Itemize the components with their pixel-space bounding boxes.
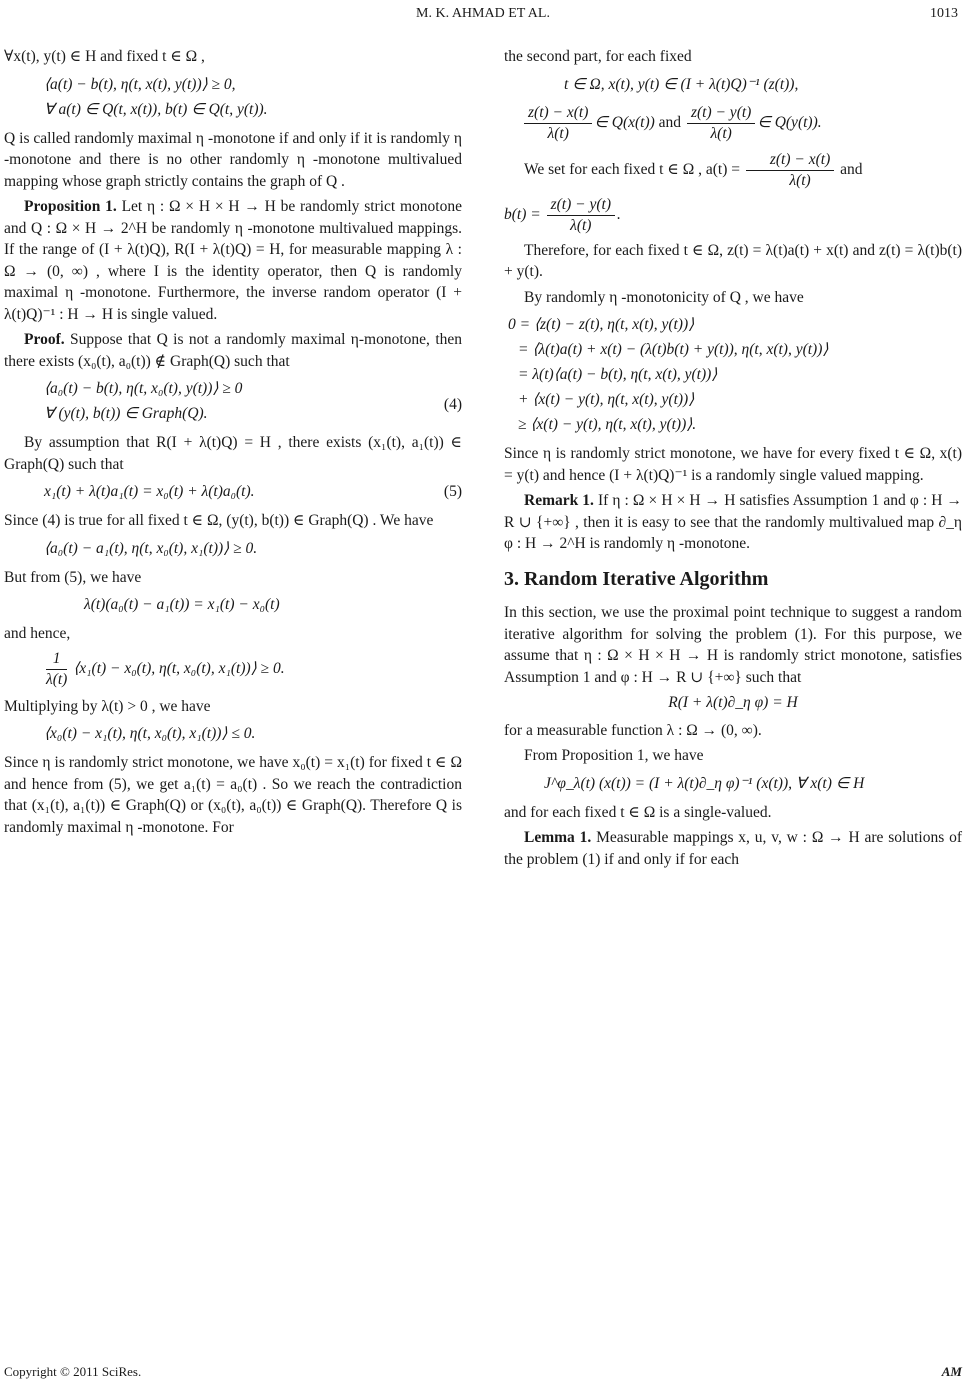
remark-1: Remark 1. If η : Ω × H × H → H satisfies Assumption 1 and φ : H → R ∪ {+∞} , then it is easy to see that the randomly multivalued map ∂_η φ : H → 2^H is randomly η -monotone. <box>504 492 962 552</box>
right-p1: We set for each fixed t ∈ Ω , a(t) = $\frac{z(t) - x(t)}{\lambda(t)}$ and <box>524 150 863 189</box>
right-p1b: b(t) = $\frac{z(t) - y(t)}{\lambda(t)}$ . <box>504 195 621 234</box>
section-heading: 3. Random Iterative Algorithm <box>504 567 769 590</box>
eq-resolvent: J^φ_λ(t) (x(t)) = (I + λ(t)∂_η φ)⁻¹ (x(t)), ∀ x(t) ∈ H <box>544 774 865 792</box>
journal-abbrev: AM <box>941 1364 962 1379</box>
right-p0: the second part, for each fixed <box>504 48 692 65</box>
eq-inverse: t ∈ Ω, x(t), y(t) ∈ (I + λ(t)Q)⁻¹ (z(t)), <box>564 75 799 93</box>
eq-9: ⟨x₀(t) − x₁(t), η(t, x₀(t), x₁(t))⟩ ≤ 0. <box>44 725 256 742</box>
left-column <box>4 46 462 842</box>
eq-6: ⟨a₀(t) − a₁(t), η(t, x₀(t), x₁(t))⟩ ≥ 0. <box>44 539 258 557</box>
eq-monotonicity: 0 = ⟨z(t) − z(t), η(t, x(t), y(t))⟩ = ⟨λ(t)a(t) + x(t) − (λ(t)b(t) + y(t)), η(t, x(t), y(t))⟩ = λ(t)⟨a(t) − b(t), η(t, x(t), y(t))⟩ + ⟨x(t) − y(t), η(t, x(t), y(t))⟩ ≥ ⟨x(t) − y(t), η(t, x(t), y(t))⟩. <box>508 316 829 433</box>
left-p3: Since (4) is true for all fixed t ∈ Ω, (y(t), b(t)) ∈ Graph(Q) . We have <box>4 512 434 529</box>
page-number: 1013 <box>930 6 958 21</box>
page-footer <box>4 1364 962 1380</box>
left-p6: Multiplying by λ(t) > 0 , we have <box>4 697 211 715</box>
eq-membership: $\frac{z(t) - x(t)}{\lambda(t)}$ ∈ Q(x(t)) and $\frac{z(t) - y(t)}{\lambda(t)}$ ∈ Q(y(t)). <box>504 103 962 144</box>
right-p4: Since η is randomly strict monotone, we have for every fixed t ∈ Ω, x(t) = y(t) and hence (I + λ(t)Q)⁻¹ is a randomly single valued mapping. <box>504 445 962 484</box>
right-p5: In this section, we use the proximal point technique to suggest a random iterative algorithm for solving the problem (1). For this purpose, we assume that η : Ω × H × H → H is randomly strict monotone, satisfies Assumption 1 and φ : H → R ∪ {+∞} such that <box>504 604 962 686</box>
left-p5: and hence, <box>4 625 71 642</box>
eq-4: ⟨a₀(t) − b(t), η(t, x₀(t), y(t))⟩ ≥ 0 ∀ (y(t), b(t)) ∈ Graph(Q). (4) <box>44 380 462 422</box>
running-title: M. K. AHMAD ET AL. <box>416 6 550 21</box>
lemma-1: Lemma 1. Measurable mappings x, u, v, w : Ω → H are solutions of the problem (1) if and only if for each <box>504 829 962 868</box>
page-header <box>0 6 966 28</box>
left-p7: Since η is randomly strict monotone, we have x₀(t) = x₁(t) for fixed t ∈ Ω and hence from (5), we get a₁(t) = a₀(t) . So we reach the contradiction that (x₁(t), a₁(t)) ∈ Graph(Q) or (x₀(t), a₀(t)) ∈ Graph(Q). Therefore Q is randomly maximal η -monotone. For <box>4 754 462 836</box>
eq-7: λ(t)(a₀(t) − a₁(t)) = x₁(t) − x₀(t) <box>84 596 280 613</box>
right-p7: From Proposition 1, we have <box>524 747 704 764</box>
right-p3: By randomly η -monotonicity of Q , we have <box>524 288 804 306</box>
right-p2: Therefore, for each fixed t ∈ Ω, z(t) = λ(t)a(t) + x(t) and z(t) = λ(t)b(t) + y(t). <box>504 241 962 280</box>
eq-8: $\frac{1}{\lambda(t)}$ ⟨x₁(t) − x₀(t), η(t, x₀(t), x₁(t))⟩ ≥ 0. <box>46 649 285 688</box>
right-p8: and for each fixed t ∈ Ω is a single-valued. <box>504 803 772 821</box>
copyright: Copyright © 2011 SciRes. <box>4 1364 142 1379</box>
proposition-1: Proposition 1. Let η : Ω × H × H → H be randomly strict monotone and Q : Ω × H → 2^H be randomly η -monotone multivalued mappings. If the range of (I + λ(t)Q), R(I + λ(t)Q) = H, for measurable mapping λ : Ω → (0, ∞) , where I is the identity operator, then Q is randomly maximal η -monotone. Furthermore, the inverse random operator (I + λ(t)Q)⁻¹ : H → H is single valued. <box>4 198 462 323</box>
eq-range: R(I + λ(t)∂_η φ) = H <box>668 694 798 711</box>
left-p4: But from (5), we have <box>4 568 142 586</box>
left-p1: Q is called randomly maximal η -monotone if and only if it is randomly η -monotone and there is no other randomly η -monotone multivalued mapping whose graph strictly contains the graph of Q . <box>4 129 462 190</box>
proof: Proof. Suppose that Q is not a randomly maximal η-monotone, then there exists (x₀(t), a₀(t)) ∉ Graph(Q) such that <box>4 331 462 370</box>
right-p6: for a measurable function λ : Ω → (0, ∞). <box>504 721 762 739</box>
left-p0: ∀x(t), y(t) ∈ H and fixed t ∈ Ω , <box>4 48 205 65</box>
right-column <box>504 46 962 874</box>
left-p2: By assumption that R(I + λ(t)Q) = H , there exists (x₁(t), a₁(t)) ∈ Graph(Q) such that <box>4 434 462 473</box>
eq-5: x₁(t) + λ(t)a₁(t) = x₀(t) + λ(t)a₀(t). (5) <box>44 483 462 500</box>
eq-definition: ⟨a(t) − b(t), η(t, x(t), y(t))⟩ ≥ 0, ∀ a(t) ∈ Q(t, x(t)), b(t) ∈ Q(t, y(t)). <box>44 75 268 118</box>
